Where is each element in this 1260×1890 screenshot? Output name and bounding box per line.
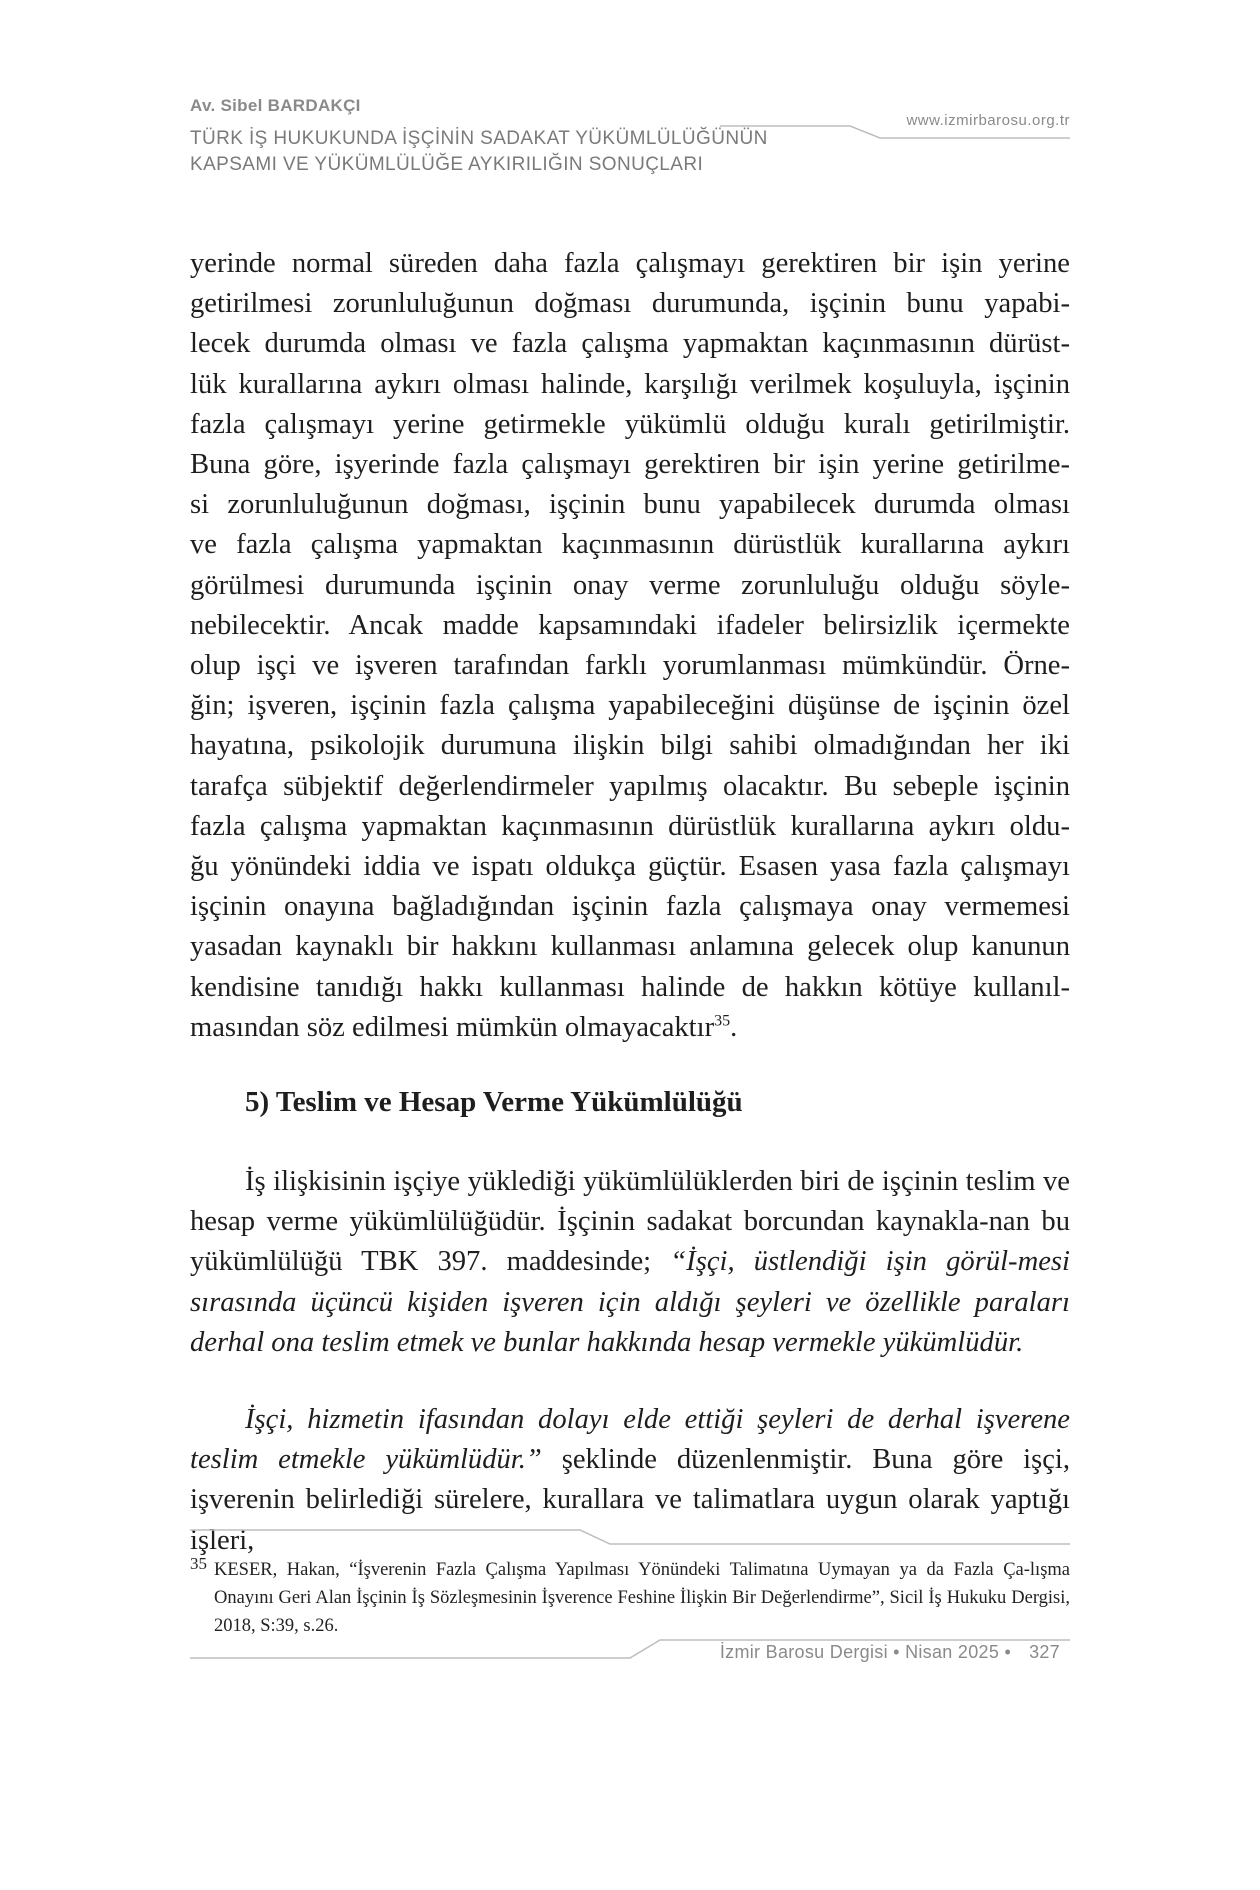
paragraph-line: fazla çalışmayı yerine getirmekle yükümlü olduğu kuralı getirilmiştir. <box>190 408 1070 440</box>
para3-quote: İşçi, hizmetin ifasından dolayı elde ettiği şeyleri de derhal işverene teslim etmekle yükümlüdür.” <box>190 1404 1070 1476</box>
paragraph-line: nebilecektir. Ancak madde kapsamındaki ifadeler belirsizlik içermekte <box>190 609 1070 641</box>
footer-journal: İzmir Barosu Dergisi • Nisan 2025 • <box>719 1642 1012 1662</box>
paragraph-end-period: . <box>730 1011 738 1043</box>
page-footer <box>720 1642 1060 1663</box>
header-site-url: www.izmirbarosu.org.tr <box>906 112 1070 129</box>
paragraph-line: lecek durumda olması ve fazla çalışma yapmaktan kaçınmasının dürüst- <box>190 328 1070 360</box>
paragraph-line: kendisine tanıdığı hakkı kullanması halinde de hakkın kötüye kullanıl- <box>190 971 1070 1003</box>
paragraph-line: Buna göre, işyerinde fazla çalışmayı gerektiren bir işin yerine getirilme- <box>190 449 1070 481</box>
body-paragraph-1 <box>190 244 1070 1048</box>
paragraph-line: getirilmesi zorunluluğunun doğması durumunda, işçinin bunu yapabi- <box>190 288 1070 320</box>
paragraph-last-line <box>190 1008 1070 1048</box>
footnote-rule <box>190 1524 1070 1548</box>
section-heading: 5) Teslim ve Hesap Verme Yükümlülüğü <box>245 1086 743 1118</box>
footnote-reference: 35 <box>714 1012 731 1030</box>
page-number: 327 <box>1029 1642 1060 1662</box>
para2-quote: “İşçi, üstlendiği işin görül-mesi sırasında üçüncü kişiden işveren için aldığı şeyleri ve özellikle paraları derhal ona teslim etmek ve bunlar hakkında hesap vermekle yükümlüdür. <box>190 1246 1070 1358</box>
paragraph-line: ve fazla çalışma yapmaktan kaçınmasının dürüstlük kurallarına aykırı <box>190 529 1070 561</box>
header-rule <box>190 120 1070 140</box>
paragraph-line: ğin; işveren, işçinin fazla çalışma yapabileceğini düşünse de işçinin özel <box>190 690 1070 722</box>
paragraph-line: si zorunluluğunun doğması, işçinin bunu yapabilecek durumda olması <box>190 489 1070 521</box>
paragraph-line: hayatına, psikolojik durumuna ilişkin bilgi sahibi olmadığından her iki <box>190 730 1070 762</box>
para2-text: İş ilişkisinin işçiye yüklediği yükümlülüklerden biri de işçinin teslim ve hesap verme yükümlülüğüdür. İşçinin sadakat borcundan kaynakla-nan bu yükümlülüğü TBK 397. maddesinde; <box>190 1166 1070 1278</box>
footnote <box>190 1556 1070 1640</box>
footnote-text: KESER, Hakan, “İşverenin Fazla Çalışma Yapılması Yönündeki Talimatına Uymayan ya da Fazla Ça-lışma Onayını Geri Alan İşçinin İş Sözleşmesinin İşverence Feshine İlişkin Bir Değerlendirme”, Sicil İş Hukuku Dergisi, 2018, S:39, s.26. <box>214 1560 1070 1636</box>
body-paragraph-2 <box>190 1162 1070 1363</box>
header-author: Av. Sibel BARDAKÇI <box>190 96 361 115</box>
header-title-line-2: KAPSAMI VE YÜKÜMLÜLÜĞE AYKIRILIĞIN SONUÇLARI <box>190 154 704 175</box>
paragraph-line: lük kurallarına aykırı olması halinde, karşılığı verilmek koşuluyla, işçinin <box>190 368 1070 400</box>
paragraph-line: fazla çalışma yapmaktan kaçınmasının dürüstlük kurallarına aykırı oldu- <box>190 810 1070 842</box>
paragraph-line: olup işçi ve işveren tarafından farklı yorumlanması mümkündür. Örne- <box>190 650 1070 682</box>
paragraph-line: yerinde normal süreden daha fazla çalışmayı gerektiren bir işin yerine <box>190 248 1070 279</box>
paragraph-line: yasadan kaynaklı bir hakkını kullanması anlamına gelecek olup kanunun <box>190 931 1070 963</box>
paragraph-last-text: masından söz edilmesi mümkün olmayacaktır <box>190 1011 715 1043</box>
header-title-line-1: TÜRK İŞ HUKUKUNDA İŞÇİNİN SADAKAT YÜKÜMLÜLÜĞÜNÜN <box>190 128 768 149</box>
running-header <box>190 96 1070 186</box>
para3-text: şeklinde düzenlenmiştir. Buna göre işçi, işverenin belirlediği sürelere, kurallara ve talimatlara uygun olarak yaptığı işleri, <box>190 1444 1070 1556</box>
paragraph-line: işçinin onayına bağladığından işçinin fazla çalışmaya onay vermemesi <box>190 891 1070 923</box>
paragraph-lines <box>190 244 1070 1008</box>
paragraph-line: ğu yönündeki iddia ve ispatı oldukça güçtür. Esasen yasa fazla çalışmayı <box>190 851 1070 883</box>
paragraph-line: görülmesi durumunda işçinin onay verme zorunluluğu olduğu söyle- <box>190 569 1070 601</box>
footnote-number: 35 <box>190 1554 207 1573</box>
paragraph-line: tarafça sübjektif değerlendirmeler yapılmış olacaktır. Bu sebeple işçinin <box>190 770 1070 802</box>
